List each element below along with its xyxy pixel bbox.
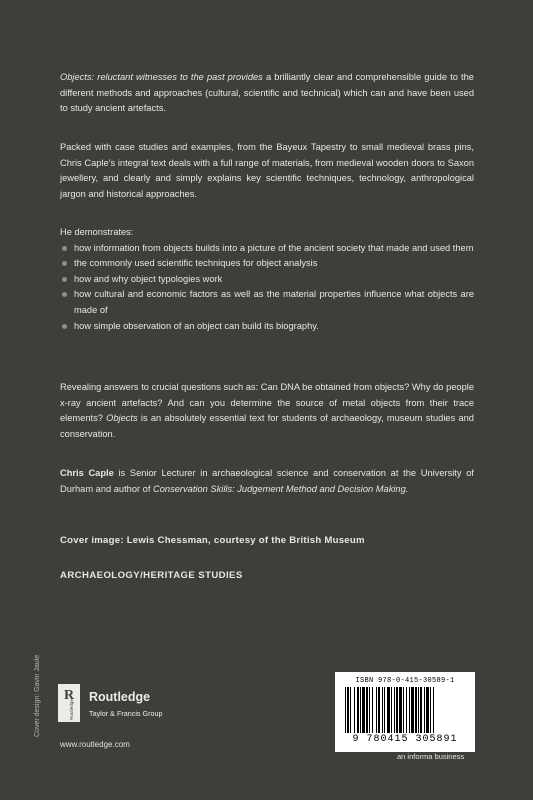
routledge-logo-icon: [58, 684, 80, 722]
list-item: how simple observation of an object can build its biography.: [60, 319, 474, 335]
barcode-bars-icon: [343, 687, 467, 733]
barcode-bar: [366, 687, 368, 733]
barcode-bar: [350, 687, 351, 733]
intro-text: a brilliantly clear and comprehensible guide to the different methods and approaches (cultural, scientific and technical) which can and have been used to study ancient artefacts.: [60, 72, 474, 114]
barcode-bar: [396, 687, 398, 733]
barcode-bar: [406, 687, 407, 733]
barcode-bar: [362, 687, 365, 733]
list-item: how information from objects builds into a picture of the ancient society that made and used them: [60, 241, 474, 257]
barcode-bar: [403, 687, 404, 733]
barcode-bar: [411, 687, 414, 733]
publisher-website: www.routledge.com: [60, 740, 130, 749]
barcode-bar: [399, 687, 402, 733]
barcode-bar: [376, 687, 377, 733]
barcode-bar: [409, 687, 410, 733]
isbn-text: ISBN 978-0-415-30589-1: [355, 677, 455, 685]
barcode-bar: [391, 687, 392, 733]
logo-letter: R: [63, 688, 75, 703]
publisher-name: Routledge: [89, 690, 151, 704]
book-title-inline: Objects: reluctant witnesses to the past: [60, 72, 225, 82]
barcode-bar: [420, 687, 422, 733]
provides-word: provides: [227, 72, 263, 82]
barcode-digits: 9 780415 305891: [352, 734, 458, 745]
demonstrates-intro: He demonstrates:: [60, 227, 134, 237]
barcode-bar: [415, 687, 417, 733]
informa-tagline: an informa business: [397, 752, 465, 761]
objects-title-inline: Objects: [106, 413, 138, 424]
barcode-bar: [369, 687, 370, 733]
barcode-bar: [430, 687, 431, 733]
barcode-bar: [360, 687, 361, 733]
barcode-bar: [378, 687, 380, 733]
barcode-bar: [347, 687, 349, 733]
essential-text: is an absolutely essential text for students of archaeology, museum studies and conservation.: [60, 413, 474, 439]
barcode-bar: [424, 687, 425, 733]
subject-category: ARCHAEOLOGY/HERITAGE STUDIES: [60, 570, 243, 581]
barcode-bar: [354, 687, 355, 733]
list-item: how and why object typologies work: [60, 272, 474, 288]
barcode-bar: [394, 687, 395, 733]
questions-text: Revealing answers to crucial questions such as: Can DNA be obtained from objects? Why do people x-ray ancient artefacts? And can you determine the source of metal objects from their trace elements?: [60, 382, 474, 424]
barcode-bar: [345, 687, 346, 733]
publisher-group: Taylor & Francis Group: [89, 709, 163, 718]
author-name: Chris Caple: [60, 468, 114, 478]
other-book-title: Conservation Skills: Judgement Method and Decision Making.: [153, 483, 409, 494]
demonstrates-section: [60, 225, 474, 334]
demonstrates-list: [60, 241, 474, 335]
isbn-barcode: [335, 672, 475, 752]
barcode-bar: [418, 687, 419, 733]
barcode-bar: [387, 687, 390, 733]
blurb-paragraph-questions: [60, 380, 474, 442]
barcode-bar: [426, 687, 429, 733]
blurb-paragraph-case-studies: Packed with case studies and examples, from the Bayeux Tapestry to small medieval brass pins, Chris Caple’s integral text deals with a full range of materials, from medieval wooden doors to Saxon jewellery, and clearly and simply explains key scientific techniques, technology, anthropological jargon and historical approaches.: [60, 142, 474, 199]
author-bio-text: is Senior Lecturer in archaeological science and conservation at the University of Durham and author of: [60, 468, 474, 494]
barcode-bar: [384, 687, 385, 733]
barcode-bar: [372, 687, 373, 733]
list-item: the commonly used scientific techniques for object analysis: [60, 256, 474, 272]
author-bio: [60, 466, 474, 497]
barcode-bar: [382, 687, 383, 733]
cover-image-credit: Cover image: Lewis Chessman, courtesy of the British Museum: [60, 535, 365, 546]
barcode-bar: [433, 687, 434, 733]
cover-designer-credit: Cover design: Gavin Jaule: [34, 654, 41, 737]
list-item: how cultural and economic factors as well as the material properties influence what objects are made of: [60, 287, 474, 318]
barcode-bar: [357, 687, 359, 733]
blurb-paragraph-intro: [60, 70, 474, 117]
logo-vertical-text: Routledge: [69, 699, 74, 720]
